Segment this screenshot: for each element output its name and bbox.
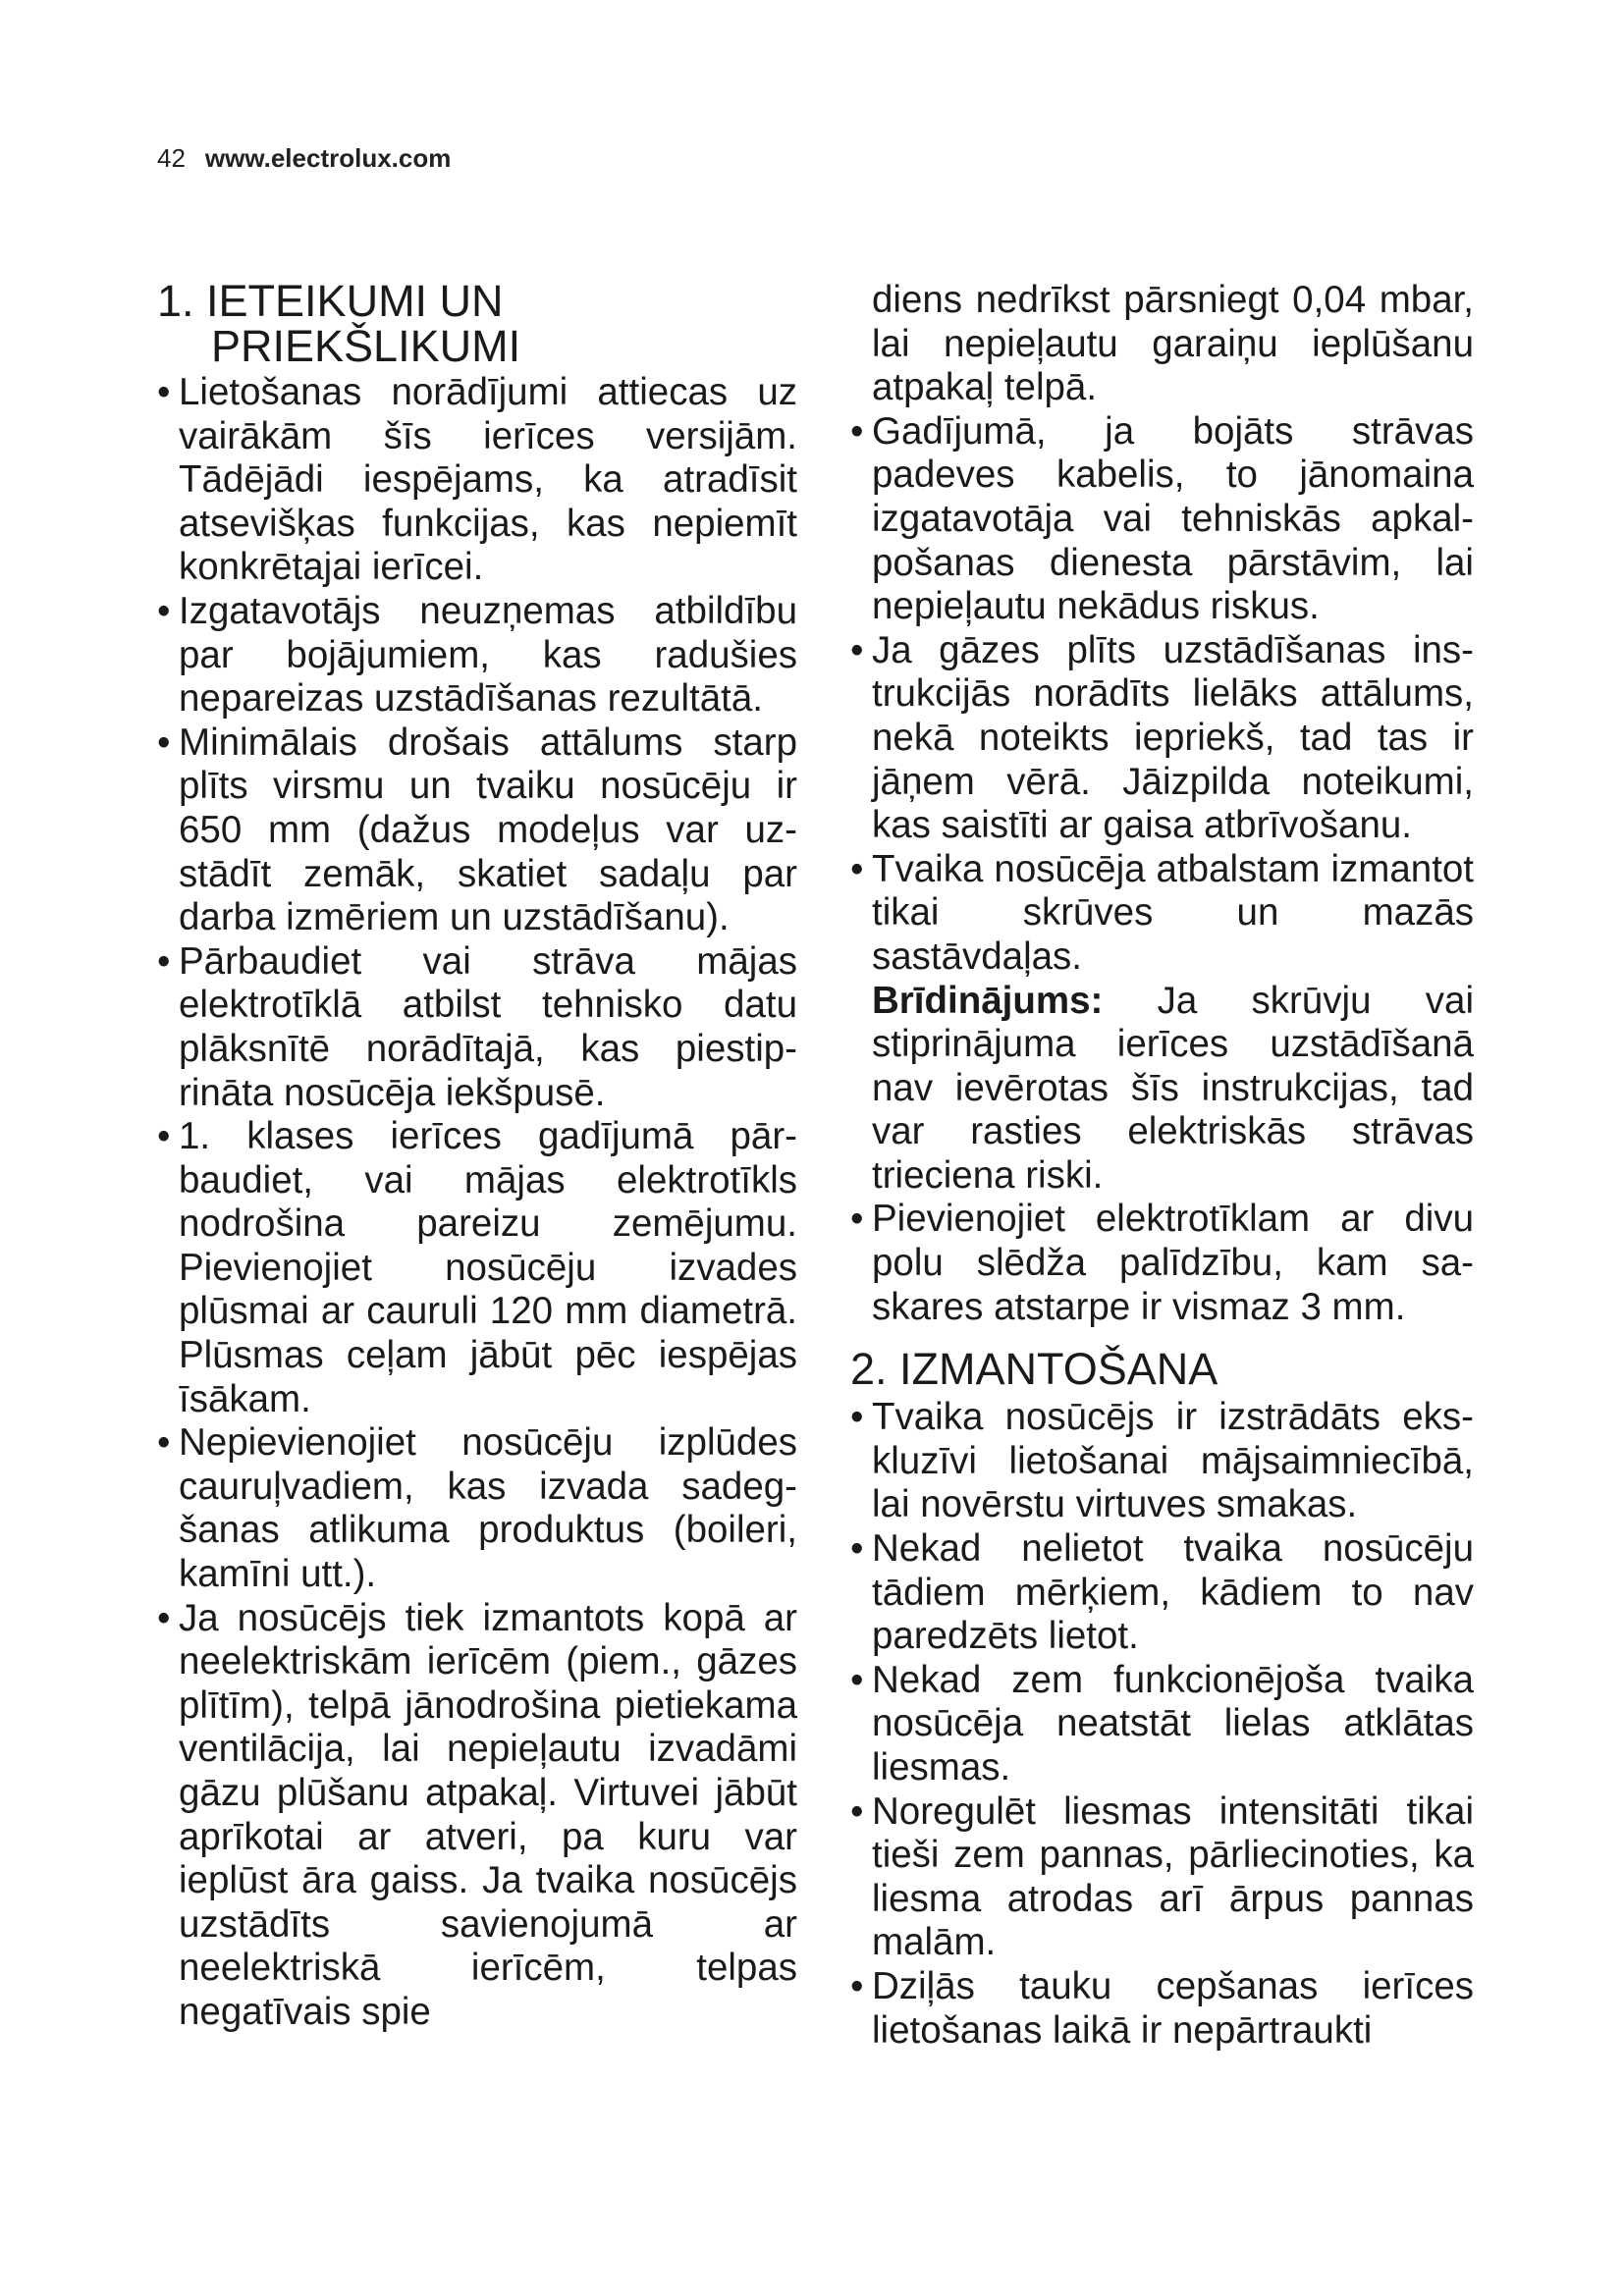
right-column — [850, 279, 1474, 2053]
list-item: • Izgatavotājs neuzņemas atbildību par bojājumiem, kas radušies nepareizas uzstādīšanas rezultātā. — [157, 590, 797, 721]
left-column — [157, 276, 797, 2035]
recommendations-list-end — [850, 1198, 1474, 1329]
warning-label: Brīdinājums: — [872, 979, 1104, 1022]
usage-list — [850, 1396, 1474, 2053]
list-item: • Ja gāzes plīts uzstādīšanas instrukcijās norādīts lielāks attālums, nekā noteikts iepriekš, tad tas ir jāņem vērā. Jāizpilda noteikumi, kas saistīti ar gaisa atbrīvošanu. — [850, 629, 1474, 848]
list-item: • Dziļās tauku cepšanas ierīces lietošanas laikā ir nepārtraukti — [850, 1965, 1474, 2053]
list-item: • Ja nosūcējs tiek izmantots kopā ar neelektriskām ierīcēm (piem., gāzes plītīm), telpā jānodrošina pietiekama ventilācija, lai nepieļautu izvadāmi gāzu plūšanu atpakaļ. Virtuvei jābūt aprīkotai ar atveri, pa kuru var ieplūst āra gaiss. Ja tvaika nosūcējs uzstādīts savienojumā ar neelektriskā ierīcēm, telpas negatīvais spie — [157, 1597, 797, 2035]
list-item: • 1. klases ierīces gadījumā pārbaudiet, vai mājas elektrotīkls nodrošina pareizu zemējumu. Pievienojiet nosūcēju izvades plūsmai ar cauruli 120 mm diametrā. Plūsmas ceļam jābūt pēc iespējas īsākam. — [157, 1115, 797, 1421]
list-item: • Tvaika nosūcējs ir izstrādāts ekskluzīvi lietošanai mājsaimniecībā, lai novērstu virtuves smakas. — [850, 1396, 1474, 1527]
list-item: • Minimālais drošais attālums starp plīts virsmu un tvaiku nosūcēju ir 650 mm (dažus modeļus var uzstādīt zemāk, skatiet sadaļu par darba izmēriem un uzstādīšanu). — [157, 721, 797, 940]
section-title-usage: 2. IZMANTOŠANA — [850, 1344, 1218, 1395]
list-item: • Nekad nelietot tvaika nosūcēju tādiem mērķiem, kādiem to nav paredzēts lietot. — [850, 1527, 1474, 1659]
continued-paragraph: diens nedrīkst pārsniegt 0,04 mbar, lai nepieļautu garaiņu ieplūšanu atpakaļ telpā. — [872, 279, 1474, 409]
website-url: www.electrolux.com — [204, 143, 452, 173]
list-item: • Pievienojiet elektrotīklam ar divu polu slēdža palīdzību, kam saskares atstarpe ir vismaz 3 mm. — [850, 1198, 1474, 1329]
warning-paragraph — [850, 980, 1474, 1199]
list-item: • Noregulēt liesmas intensitāti tikai tieši zem pannas, pārliecinoties, ka liesma atrodas arī ārpus pannas malām. — [850, 1790, 1474, 1965]
list-item: • Nekad zem funkcionējoša tvaika nosūcēja neatstāt lielas atklātas liesmas. — [850, 1659, 1474, 1790]
list-item: • Gadījumā, ja bojāts strāvas padeves kabelis, to jānomaina izgatavotāja vai tehniskās apkalpošanas dienesta pārstāvim, lai nepieļautu nekādus riskus. — [850, 410, 1474, 629]
list-item: • Lietošanas norādījumi attiecas uz vairākām šīs ierīces versijām. Tādējādi iespējams, ka atradīsit atsevišķas funkcijas, kas nepiemīt konkrētajai ierīcei. — [157, 371, 797, 590]
list-item: • Nepievienojiet nosūcēju izplūdes cauruļvadiem, kas izvada sadegšanas atlikuma produktus (boileri, kamīni utt.). — [157, 1421, 797, 1596]
section-title-recommendations: 1. IETEIKUMI UN PRIEKŠLIKUMI — [157, 276, 521, 371]
recommendations-list — [157, 371, 797, 2035]
list-item: • Tvaika nosūcēja atbalstam izmantot tikai skrūves un mazās sastāvdaļas. — [850, 848, 1474, 980]
recommendations-list-continued — [850, 410, 1474, 980]
page-header — [157, 143, 451, 174]
page-number: 42 — [157, 143, 186, 173]
warning-text: Ja skrūvju vai stiprinājuma ierīces uzstādīšanā nav ievērotas šīs instrukcijas, tad var rasties elektriskās strāvas trieciena riski. — [872, 979, 1474, 1197]
list-item: • Pārbaudiet vai strāva mājas elektrotīklā atbilst tehnisko datu plāksnītē norādītajā, kas piestiprināta nosūcēja iekšpusē. — [157, 940, 797, 1115]
